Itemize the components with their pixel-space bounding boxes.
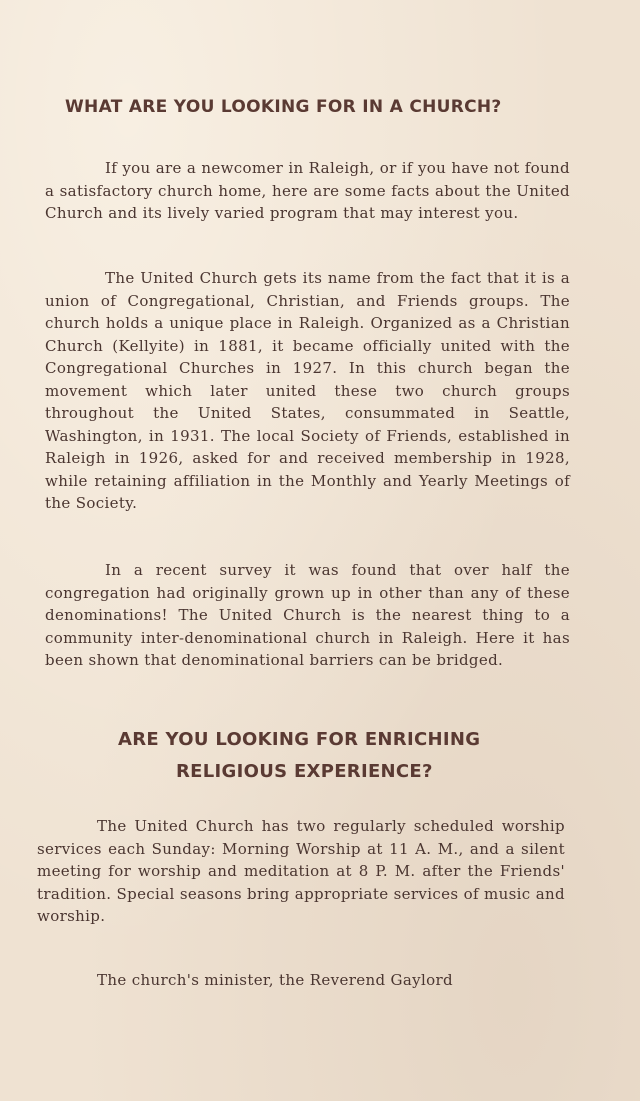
paragraph-minister	[37, 969, 565, 992]
paragraph-minister-text: The church's minister, the Reverend Gaylord	[97, 971, 453, 989]
paragraph-survey-text: In a recent survey it was found that over half the congregation had originally grown up in other than any of these denominations! The United Church is the nearest thing to a community inter-denominational church in Raleigh. Here it has been shown that denominational barriers can be bridged.	[45, 561, 570, 669]
heading-what-are-you-looking-for: WHAT ARE YOU LOOKING FOR IN A CHURCH?	[65, 97, 502, 117]
paragraph-worship-services-text: The United Church has two regularly scheduled worship services each Sunday: Morning Worship at 11 A. M., and a silent meeting for worship and meditation at 8 P. M. after the Friends' tradition. Special seasons bring appropriate services of music and worship.	[37, 817, 565, 925]
paragraph-newcomer	[45, 157, 570, 225]
paragraph-newcomer-text: If you are a newcomer in Raleigh, or if you have not found a satisfactory church home, here are some facts about the United Church and its lively varied program that may interest you.	[45, 159, 570, 222]
paragraph-worship-services	[37, 815, 565, 928]
paragraph-survey	[45, 559, 570, 672]
paragraph-history-text: The United Church gets its name from the fact that it is a union of Congregational, Christian, and Friends groups. The church holds a unique place in Raleigh. Organized as a Christian Church (Kellyite) in 1881, it became officially united with the Congregational Churches in 1927. In this church began the movement which later united these two church groups throughout the United States, consummated in Seattle, Washington, in 1931. The local Society of Friends, established in Raleigh in 1926, asked for and received membership in 1928, while retaining affiliation in the Monthly and Yearly Meetings of the Society.	[45, 269, 570, 512]
heading-enriching-line1: ARE YOU LOOKING FOR ENRICHING	[118, 729, 481, 750]
heading-enriching-line2: RELIGIOUS EXPERIENCE?	[176, 761, 433, 782]
paragraph-history	[45, 267, 570, 515]
